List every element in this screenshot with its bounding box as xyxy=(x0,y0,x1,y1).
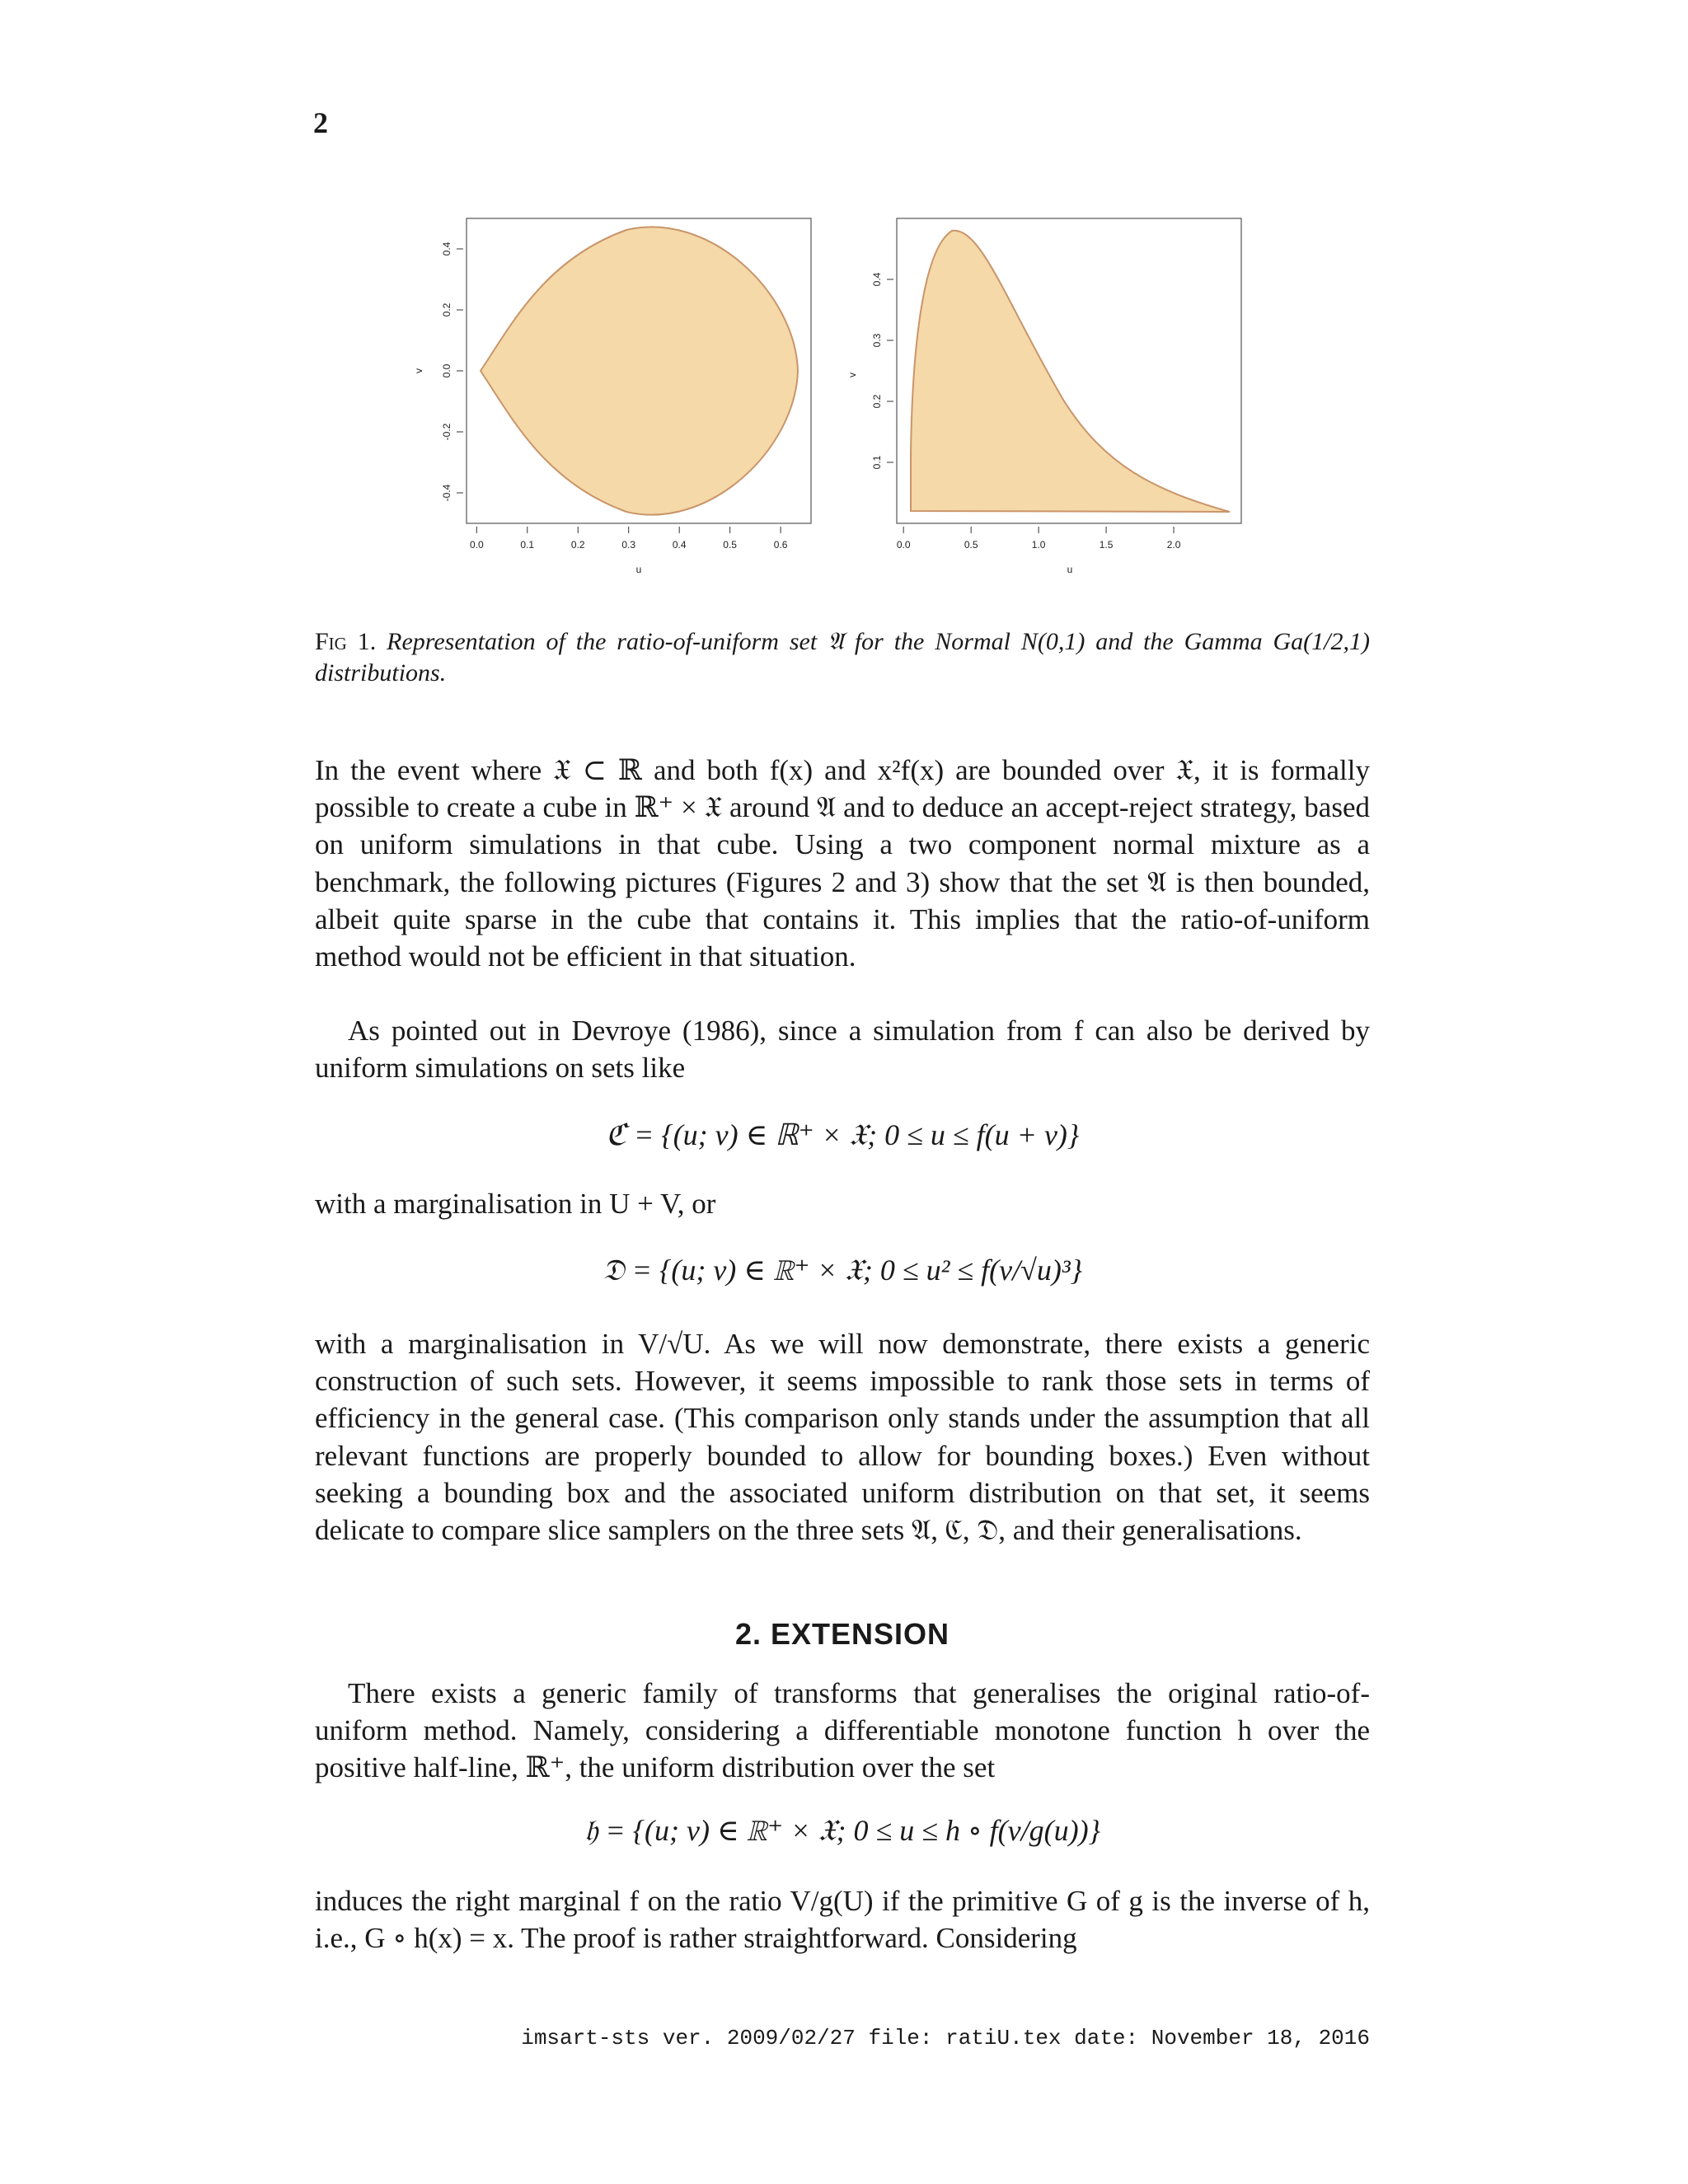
x-tick-label: 0.6 xyxy=(773,539,788,551)
x-tick-label: 1.5 xyxy=(1099,539,1114,551)
y-axis-label: v xyxy=(413,368,424,373)
paragraph: In the event where 𝔛 ⊂ ℝ and both f(x) and x²f(x) are bounded over 𝔛, it is formally possible to create a cube in ℝ⁺ × 𝔛 around 𝔄 and to deduce an accept-reject strategy, based on uniform simulations in that cube. Using a two component normal mixture as a benchmark, the following pictures (Figures 2 and 3) show that the set 𝔄 is then bounded, albeit quite sparse in the cube that contains it. This implies that the ratio-of-uniform method would not be efficient in that situation. xyxy=(315,754,1370,973)
equation: 𝔇 = {(u; v) ∈ ℝ⁺ × 𝔛; 0 ≤ u² ≤ f(v/√u)³} xyxy=(602,1254,1083,1286)
figure-caption-text: Representation of the ratio-of-uniform set 𝔄 for the Normal N(0,1) and the Gamma Ga(1/2,1) distributions. xyxy=(315,628,1370,687)
paragraph: There exists a generic family of transforms that generalises the original ratio-of- uniform method. Namely, considering a differentiable monotone function h over the positive half-line, ℝ⁺, the uniform distribution over the set xyxy=(315,1677,1370,1784)
x-tick-label: 0.2 xyxy=(570,539,585,551)
paragraph: As pointed out in Devroye (1986), since a simulation from f can also be derived by uniform simulations on sets like xyxy=(315,1015,1370,1085)
x-tick-label: 0.0 xyxy=(896,539,911,551)
x-tick-label: 0.4 xyxy=(672,539,687,551)
x-axis-ticks xyxy=(897,527,1181,551)
paragraph: with a marginalisation in U + V, or xyxy=(315,1188,716,1220)
y-tick-label: 0.0 xyxy=(441,363,452,378)
x-axis-label: u xyxy=(1067,564,1073,575)
x-tick-label: 0.3 xyxy=(621,539,636,551)
y-tick-label: 0.2 xyxy=(871,394,883,409)
x-tick-label: 0.1 xyxy=(520,539,535,551)
paragraph: with a marginalisation in V/√U. As we will now demonstrate, there exists a generic construction of such sets. However, it seems impossible to rank those sets in terms of efficiency in the general case. (This comparison only stands under the assumption that all relevant functions are properly bounded to allow for bounding boxes.) Even without seeking a bounding box and the associated uniform distribution on that set, it seems delicate to compare slice samplers on the three sets 𝔄, ℭ, 𝔇, and their generalisations. xyxy=(315,1328,1370,1547)
y-tick-label: 0.2 xyxy=(441,302,452,317)
normal-ratio-plot xyxy=(412,210,824,598)
x-tick-label: 0.5 xyxy=(723,539,737,551)
gamma-set-shape xyxy=(911,231,1230,512)
y-tick-label: -0.4 xyxy=(441,484,452,502)
x-tick-label: 2.0 xyxy=(1166,539,1181,551)
normal-set-shape xyxy=(481,227,798,514)
y-tick-label: 0.4 xyxy=(871,272,883,287)
x-axis-ticks xyxy=(470,527,788,551)
y-tick-label: 0.4 xyxy=(441,241,452,256)
x-axis-label: u xyxy=(635,564,642,575)
equation: ℭ = {(u; v) ∈ ℝ⁺ × 𝔛; 0 ≤ u ≤ f(u + v)} xyxy=(605,1118,1080,1151)
section-heading: 2. EXTENSION xyxy=(734,1617,950,1651)
y-tick-label: 0.3 xyxy=(871,333,883,348)
page-footer: imsart-sts ver. 2009/02/27 file: ratiU.tex date: November 18, 2016 xyxy=(521,2026,1370,2050)
y-axis-label: v xyxy=(846,373,858,377)
y-axis-ticks xyxy=(441,241,463,501)
figure-label: Fig 1. xyxy=(315,628,377,655)
y-axis-ticks xyxy=(871,272,893,469)
x-tick-label: 1.0 xyxy=(1031,539,1046,551)
equation: 𝔥 = {(u; v) ∈ ℝ⁺ × 𝔛; 0 ≤ u ≤ h ∘ f(v/g(u))} xyxy=(584,1814,1101,1847)
y-tick-label: -0.2 xyxy=(441,423,452,441)
page-number: 2 xyxy=(313,106,328,139)
x-tick-label: 0.5 xyxy=(964,539,978,551)
paragraph: induces the right marginal f on the ratio V/g(U) if the primitive G of g is the inverse of h, i.e., G ∘ h(x) = x. The proof is rather straightforward. Considering xyxy=(315,1885,1370,1955)
x-tick-label: 0.0 xyxy=(469,539,484,551)
figure-caption xyxy=(315,626,1370,689)
gamma-ratio-plot xyxy=(841,210,1253,598)
y-tick-label: 0.1 xyxy=(871,455,883,470)
